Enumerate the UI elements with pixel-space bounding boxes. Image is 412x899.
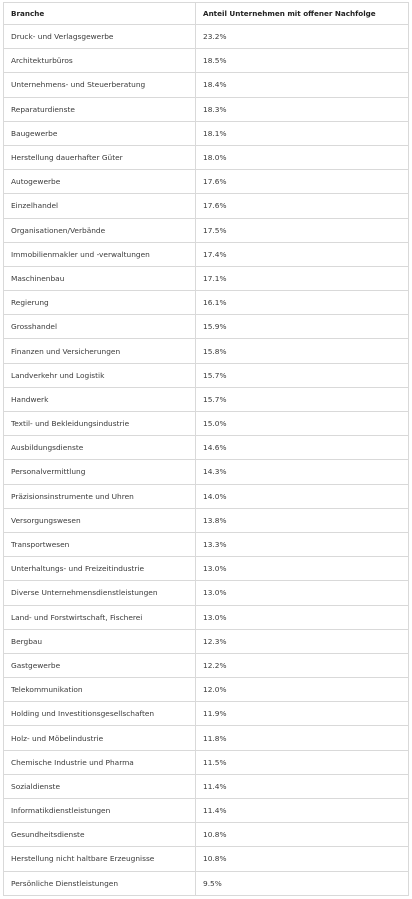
table-row: [4, 73, 409, 97]
table-row: [4, 460, 409, 484]
cell-anteil: 15.9%: [196, 315, 409, 339]
cell-branche: Gastgewerbe: [4, 653, 196, 677]
cell-anteil: 12.3%: [196, 629, 409, 653]
cell-branche: Regierung: [4, 291, 196, 315]
cell-branche: Versorgungswesen: [4, 508, 196, 532]
cell-branche: Organisationen/Verbände: [4, 218, 196, 242]
cell-branche: Unterhaltungs- und Freizeitindustrie: [4, 557, 196, 581]
cell-anteil: 13.0%: [196, 557, 409, 581]
cell-anteil: 12.0%: [196, 678, 409, 702]
cell-anteil: 11.8%: [196, 726, 409, 750]
table-row: [4, 194, 409, 218]
cell-branche: Transportwesen: [4, 532, 196, 556]
cell-branche: Einzelhandel: [4, 194, 196, 218]
table-row: [4, 145, 409, 169]
header-branche: Branche: [4, 3, 196, 25]
cell-anteil: 18.0%: [196, 145, 409, 169]
table-row: [4, 266, 409, 290]
cell-branche: Unternehmens- und Steuerberatung: [4, 73, 196, 97]
cell-branche: Diverse Unternehmensdienstleistungen: [4, 581, 196, 605]
table-row: [4, 581, 409, 605]
table-row: [4, 242, 409, 266]
cell-branche: Präzisionsinstrumente und Uhren: [4, 484, 196, 508]
cell-branche: Chemische Industrie und Pharma: [4, 750, 196, 774]
cell-anteil: 14.0%: [196, 484, 409, 508]
cell-branche: Land- und Forstwirtschaft, Fischerei: [4, 605, 196, 629]
cell-anteil: 13.0%: [196, 581, 409, 605]
cell-branche: Holz- und Möbelindustrie: [4, 726, 196, 750]
table-row: [4, 532, 409, 556]
cell-branche: Landverkehr und Logistik: [4, 363, 196, 387]
cell-anteil: 17.5%: [196, 218, 409, 242]
cell-branche: Persönliche Dienstleistungen: [4, 871, 196, 895]
cell-anteil: 15.7%: [196, 387, 409, 411]
table-row: [4, 847, 409, 871]
table-row: [4, 412, 409, 436]
cell-anteil: 11.4%: [196, 799, 409, 823]
table-row: [4, 799, 409, 823]
cell-anteil: 10.8%: [196, 847, 409, 871]
cell-anteil: 11.9%: [196, 702, 409, 726]
cell-anteil: 14.6%: [196, 436, 409, 460]
table-row: [4, 871, 409, 895]
cell-branche: Holding und Investitionsgesellschaften: [4, 702, 196, 726]
cell-anteil: 18.3%: [196, 97, 409, 121]
cell-branche: Maschinenbau: [4, 266, 196, 290]
header-anteil: Anteil Unternehmen mit offener Nachfolge: [196, 3, 409, 25]
cell-branche: Bergbau: [4, 629, 196, 653]
cell-anteil: 15.8%: [196, 339, 409, 363]
cell-anteil: 18.1%: [196, 121, 409, 145]
cell-anteil: 23.2%: [196, 25, 409, 49]
table-row: [4, 508, 409, 532]
header-row: [4, 3, 409, 25]
cell-anteil: 18.4%: [196, 73, 409, 97]
cell-branche: Reparaturdienste: [4, 97, 196, 121]
cell-anteil: 17.4%: [196, 242, 409, 266]
cell-branche: Sozialdienste: [4, 774, 196, 798]
table-row: [4, 484, 409, 508]
cell-branche: Ausbildungsdienste: [4, 436, 196, 460]
table-row: [4, 774, 409, 798]
cell-anteil: 18.5%: [196, 49, 409, 73]
cell-anteil: 11.5%: [196, 750, 409, 774]
table-row: [4, 25, 409, 49]
cell-branche: Immobilienmakler und -verwaltungen: [4, 242, 196, 266]
table-row: [4, 557, 409, 581]
table-row: [4, 726, 409, 750]
cell-anteil: 16.1%: [196, 291, 409, 315]
cell-branche: Personalvermittlung: [4, 460, 196, 484]
cell-branche: Informatikdienstleistungen: [4, 799, 196, 823]
cell-branche: Autogewerbe: [4, 170, 196, 194]
cell-branche: Gesundheitsdienste: [4, 823, 196, 847]
cell-branche: Herstellung nicht haltbare Erzeugnisse: [4, 847, 196, 871]
cell-anteil: 15.0%: [196, 412, 409, 436]
cell-anteil: 13.0%: [196, 605, 409, 629]
table-body: [4, 25, 409, 896]
table-row: [4, 702, 409, 726]
table-row: [4, 678, 409, 702]
table-row: [4, 605, 409, 629]
cell-anteil: 13.3%: [196, 532, 409, 556]
cell-anteil: 12.2%: [196, 653, 409, 677]
cell-branche: Grosshandel: [4, 315, 196, 339]
cell-anteil: 17.6%: [196, 194, 409, 218]
table-row: [4, 363, 409, 387]
table-row: [4, 315, 409, 339]
table-row: [4, 218, 409, 242]
cell-branche: Herstellung dauerhafter Güter: [4, 145, 196, 169]
table-row: [4, 436, 409, 460]
cell-branche: Baugewerbe: [4, 121, 196, 145]
table-row: [4, 823, 409, 847]
cell-anteil: 15.7%: [196, 363, 409, 387]
cell-branche: Architekturbüros: [4, 49, 196, 73]
cell-anteil: 17.1%: [196, 266, 409, 290]
succession-table-container: [3, 2, 408, 896]
cell-anteil: 10.8%: [196, 823, 409, 847]
table-row: [4, 387, 409, 411]
table-header: [4, 3, 409, 25]
cell-branche: Textil- und Bekleidungsindustrie: [4, 412, 196, 436]
cell-branche: Telekommunikation: [4, 678, 196, 702]
table-row: [4, 629, 409, 653]
table-row: [4, 653, 409, 677]
table-row: [4, 291, 409, 315]
table-row: [4, 49, 409, 73]
cell-anteil: 17.6%: [196, 170, 409, 194]
cell-branche: Druck- und Verlagsgewerbe: [4, 25, 196, 49]
table-row: [4, 97, 409, 121]
cell-anteil: 14.3%: [196, 460, 409, 484]
table-row: [4, 170, 409, 194]
cell-branche: Finanzen und Versicherungen: [4, 339, 196, 363]
cell-anteil: 13.8%: [196, 508, 409, 532]
table-row: [4, 121, 409, 145]
cell-branche: Handwerk: [4, 387, 196, 411]
cell-anteil: 9.5%: [196, 871, 409, 895]
cell-anteil: 11.4%: [196, 774, 409, 798]
succession-table: [3, 2, 409, 896]
table-row: [4, 339, 409, 363]
table-row: [4, 750, 409, 774]
